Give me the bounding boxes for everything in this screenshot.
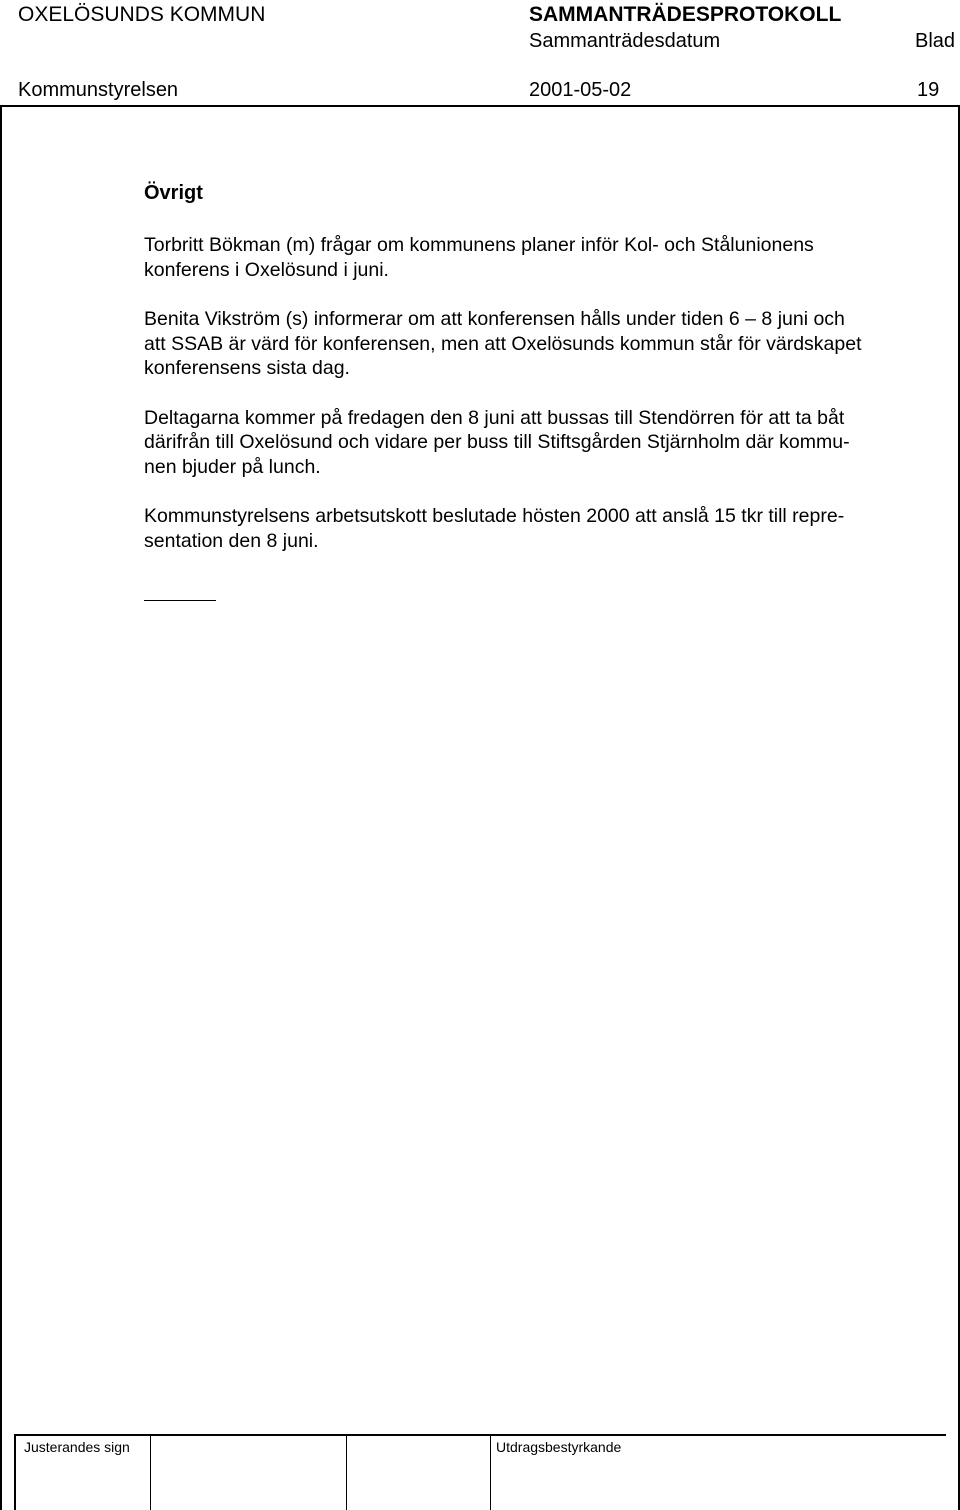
section-end-rule xyxy=(144,600,216,601)
organization-name: OXELÖSUNDS KOMMUN xyxy=(18,3,266,26)
page-label: Blad xyxy=(915,30,956,52)
left-margin-line xyxy=(0,105,2,1510)
footer-cell-border xyxy=(346,1434,347,1510)
header-divider xyxy=(0,105,960,107)
meeting-date: 2001-05-02 xyxy=(529,79,632,101)
footer-cell-border xyxy=(150,1434,151,1510)
meeting-date-label: Sammanträdesdatum xyxy=(529,30,721,52)
board-name: Kommunstyrelsen xyxy=(18,79,179,101)
document-type: SAMMANTRÄDESPROTOKOLL xyxy=(529,3,842,26)
page-number: 19 xyxy=(917,79,940,101)
paragraph: Kommunstyrelsens arbetsutskott beslutade hösten 2000 att anslå 15 tkr till repre- sentation den 8 juni. xyxy=(144,505,845,552)
extract-certification-label: Utdragsbestyrkande xyxy=(496,1439,622,1455)
section-body xyxy=(144,180,934,578)
footer-divider xyxy=(14,1434,946,1436)
paragraph: Deltagarna kommer på fredagen den 8 juni att bussas till Stendörren för att ta båt därifrån till Oxelösund och vidare per buss till Stiftsgården Stjärnholm där kommu- nen bjuder på lunch. xyxy=(144,406,850,478)
footer-cell-border xyxy=(490,1434,491,1510)
paragraph: Benita Vikström (s) informerar om att konferensen hålls under tiden 6 – 8 juni och att SSAB är värd för konferensen, men att Oxelösunds kommun står för värdskapet konferensens sista dag. xyxy=(144,308,862,379)
paragraph: Torbritt Bökman (m) frågar om kommunens planer inför Kol- och Stålunionens konferens i Oxelösund i juni. xyxy=(144,234,814,281)
adjuster-sign-label: Justerandes sign xyxy=(24,1439,130,1455)
footer-cell-border xyxy=(14,1434,16,1510)
section-heading: Övrigt xyxy=(144,182,203,204)
